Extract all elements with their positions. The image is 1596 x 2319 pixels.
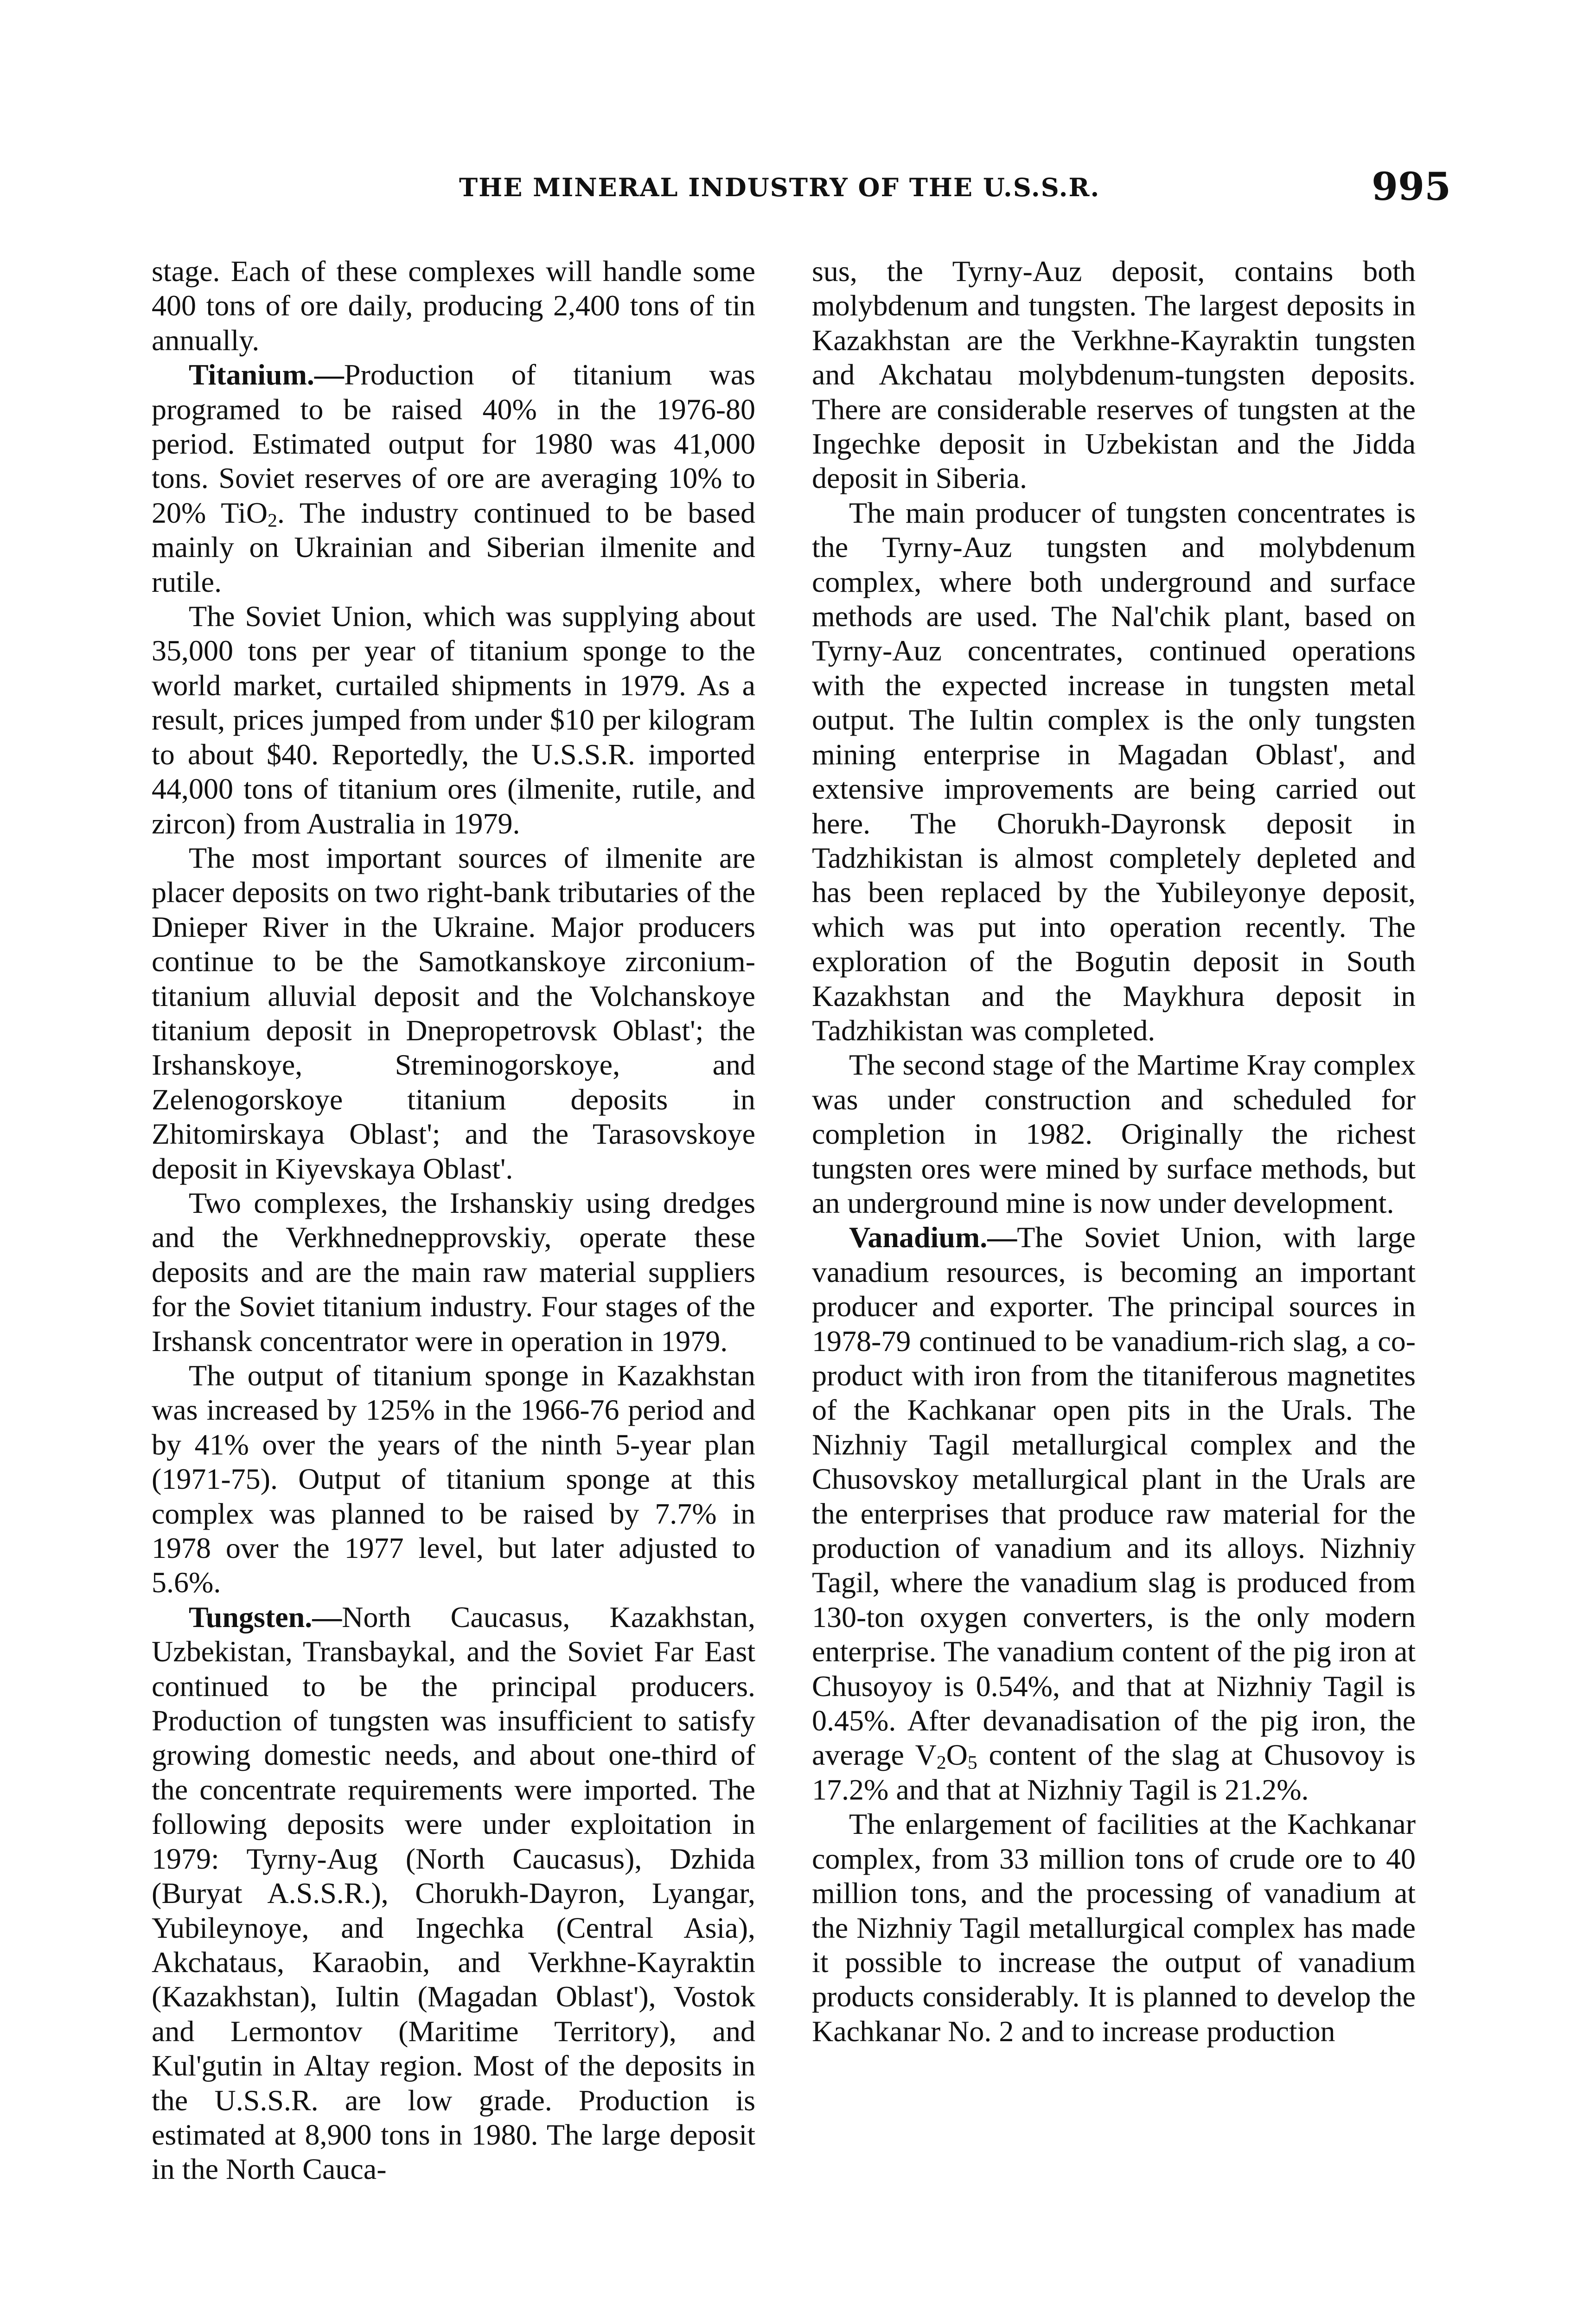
paragraph-vanadium <box>812 1220 1416 1807</box>
paragraph-tungsten-producers: The main producer of tungsten concentrates is the Tyrny-Auz tungsten and molybdenum complex, where both underground and surface methods are used. The Nal'chik plant, based on Tyrny-Auz concentrates, continued operations with the expected increase in tungsten metal output. The Iultin complex is the only tungsten mining enterprise in Magadan Oblast', and extensive improvements are being carried out here. The Chorukh-Dayronsk deposit in Tadzhikistan is almost completely depleted and has been replaced by the Yubileyonye deposit, which was put into operation recently. The exploration of the Bogutin deposit in South Kazakhstan and the Maykhura deposit in Tadzhikistan was completed. <box>812 496 1416 1047</box>
paragraph-titanium-sponge-exports: The Soviet Union, which was supplying about 35,000 tons per year of titanium sponge to the world market, curtailed shipments in 1979. As a result, prices jumped from under $10 per kilogram to about $40. Reportedly, the U.S.S.R. imported 44,000 tons of titanium ores (ilmenite, rutile, and zircon) from Australia in 1979. <box>152 600 755 840</box>
v2o5-subscript-5: 5 <box>967 1751 977 1773</box>
section-heading-vanadium: Vanadium.— <box>849 1221 1017 1254</box>
tio2-subscript: 2 <box>268 509 277 531</box>
paragraph-tungsten <box>152 1600 755 2187</box>
running-head: THE MINERAL INDUSTRY OF THE U.S.S.R. <box>459 173 1100 202</box>
page-number: 995 <box>1372 165 1451 209</box>
vanadium-text-part1: The Soviet Union, with large vanadium resources, is becoming an important producer and exporter. The principal sources in 1978-79 continued to be vanadium-rich slag, a co-product with iron from the titaniferous magnetites of the Kachkanar open pits in the Urals. The Nizhniy Tagil metallurgical complex and the Chusovskoy metallurgical plant in the Urals are the enterprises that produce raw material for the production of vanadium and its alloys. Nizhniy Tagil, where the vanadium slag is produced from 130-ton oxygen converters, is the only modern enterprise. The vanadium content of the pig iron at Chusoyoy is 0.54%, and that at Nizhniy Tagil is 0.45%. After devanadisation of the pig iron, the average V <box>812 1221 1416 1772</box>
paragraph-tungsten-continuation: sus, the Tyrny-Auz deposit, contains both molybdenum and tungsten. The largest deposits in Kazakhstan are the Verkhne-Kayraktin tungsten and Akchatau molybdenum-tungsten deposits. There are considerable reserves of tungsten at the Ingechke deposit in Uzbekistan and the Jidda deposit in Siberia. <box>812 255 1416 495</box>
titanium-text-part1: Production of titanium was programed to be raised 40% in the 1976-80 period. Estimated output for 1980 was 41,000 tons. Soviet reserves of ore are averaging 10% to 20% TiO <box>152 358 755 529</box>
paragraph-kachkanar-enlargement: The enlargement of facilities at the Kachkanar complex, from 33 million tons of crude ore to 40 million tons, and the processing of vanadium at the Nizhniy Tagil metallurgical complex has made it possible to increase the output of vanadium products considerably. It is planned to develop the Kachkanar No. 2 and to increase production <box>812 1807 1416 2048</box>
section-heading-titanium: Titanium.— <box>189 358 344 391</box>
titanium-text-part2: . The industry continued to be based mainly on Ukrainian and Siberian ilmenite and rutile. <box>152 496 756 598</box>
paragraph-kazakhstan-sponge: The output of titanium sponge in Kazakhstan was increased by 125% in the 1966-76 period and by 41% over the years of the ninth 5-year plan (1971-75). Output of titanium sponge at this complex was planned to be raised by 7.7% in 1978 over the 1977 level, but later adjusted to 5.6%. <box>152 1359 755 1599</box>
left-column <box>152 254 755 2187</box>
section-heading-tungsten: Tungsten.— <box>189 1600 342 1634</box>
paragraph-tin-continuation: stage. Each of these complexes will handle some 400 tons of ore daily, producing 2,400 tons of tin annually. <box>152 255 755 357</box>
paragraph-martime-kray: The second stage of the Martime Kray complex was under construction and scheduled for completion in 1982. Originally the richest tungsten ores were mined by surface methods, but an underground mine is now under development. <box>812 1048 1416 1219</box>
right-column <box>812 254 1416 2049</box>
tungsten-text: North Caucasus, Kazakhstan, Uzbekistan, Transbaykal, and the Soviet Far East continued to be the principal producers. Production of tungsten was insufficient to satisfy growing domestic needs, and about one-third of the concentrate requirements were imported. The following deposits were under exploitation in 1979: Tyrny-Aug (North Caucasus), Dzhida (Buryat A.S.S.R.), Chorukh-Dayron, Lyangar, Yubileynoye, and Ingechka (Central Asia), Akchataus, Karaobin, and Verkhne-Kayraktin (Kazakhstan), Iultin (Magadan Oblast'), Vostok and Lermontov (Maritime Territory), and Kul'gutin in Altay region. Most of the deposits in the U.S.S.R. are low grade. Production is estimated at 8,900 tons in 1980. The large deposit in the North Cauca- <box>152 1600 755 2186</box>
vanadium-text-part2: content of the slag at Chusovoy is 17.2% and that at Nizhniy Tagil is 21.2%. <box>812 1738 1416 1806</box>
v2o5-oxygen: O <box>946 1738 968 1772</box>
paragraph-titanium <box>152 358 755 599</box>
v2o5-subscript-2: 2 <box>936 1751 946 1773</box>
paragraph-titanium-complexes: Two complexes, the Irshanskiy using dredges and the Verkhnednepprovskiy, operate these deposits and are the main raw material suppliers for the Soviet titanium industry. Four stages of the Irshansk concentrator were in operation in 1979. <box>152 1186 755 1358</box>
paragraph-ilmenite-sources: The most important sources of ilmenite are placer deposits on two right-bank tributaries of the Dnieper River in the Ukraine. Major producers continue to be the Samotkanskoye zirconium-titanium alluvial deposit and the Volchanskoye titanium deposit in Dnepropetrovsk Oblast'; the Irshanskoye, Streminogorskoye, and Zelenogorskoye titanium deposits in Zhitomirskaya Oblast'; and the Tarasovskoye deposit in Kiyevskaya Oblast'. <box>152 841 755 1185</box>
